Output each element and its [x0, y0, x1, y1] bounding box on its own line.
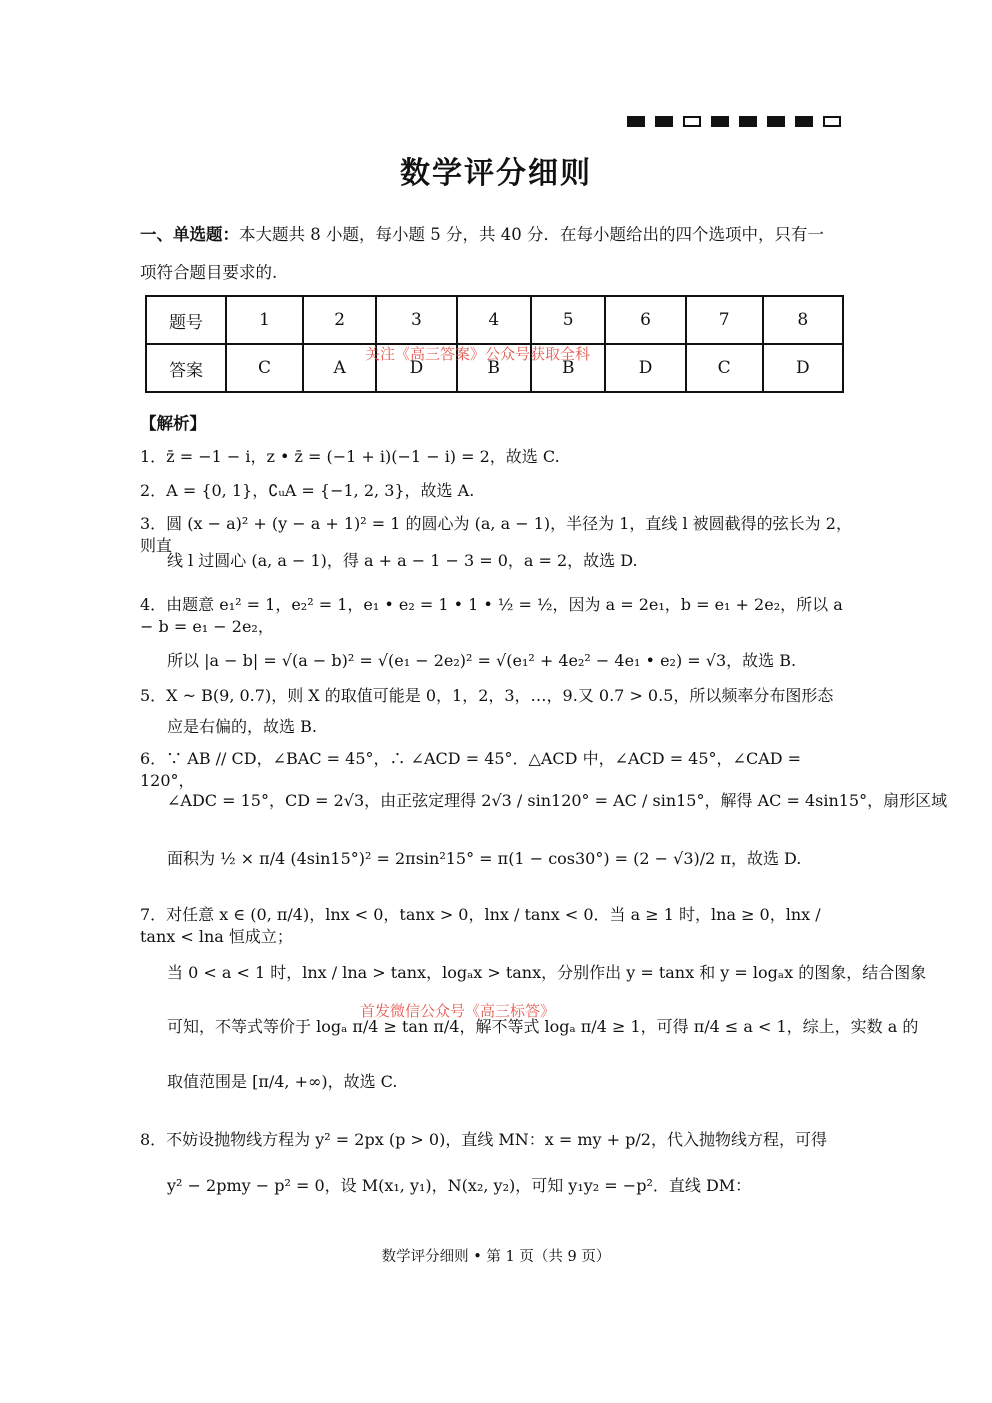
analysis-heading: 【解析】 — [140, 414, 206, 433]
table-cell: C — [226, 344, 303, 392]
solution-7-line-1: 7．对任意 x ∈ (0, π/4)，lnx < 0，tanx > 0，lnx / tanx < 0．当 a ≥ 1 时，lna ≥ 0，lnx / tanx < lna 恒成立； — [140, 905, 821, 946]
solution-4-line-1: 4．由题意 e₁² = 1，e₂² = 1，e₁ • e₂ = 1 • 1 • ½ = ½，因为 a = 2e₁，b = e₁ + 2e₂，所以 a − b = e₁ − 2e₂， — [140, 595, 843, 636]
solution-3-line-2: 线 l 过圆心 (a, a − 1)，得 a + a − 1 − 3 = 0，a = 2，故选 D. — [167, 551, 638, 570]
page-footer: 数学评分细则 • 第 1 页（共 9 页） — [381, 1249, 611, 1265]
table-cell: 2 — [303, 296, 376, 344]
table-cell: 3 — [376, 296, 456, 344]
mark-hollow — [683, 116, 701, 127]
page-title: 数学评分细则 — [400, 156, 592, 191]
solution-7-line-4: 取值范围是 [π/4, +∞)，故选 C. — [167, 1072, 398, 1091]
solution-5-line-1: 5．X ~ B(9, 0.7)，则 X 的取值可能是 0，1，2，3，…，9.又 0.7 > 0.5，所以频率分布图形态 — [140, 686, 834, 705]
solution-6-line-2: ∠ADC = 15°，CD = 2√3，由正弦定理得 2√3 / sin120° = AC / sin15°，解得 AC = 4sin15°，扇形区域 — [167, 791, 948, 810]
solution-4-line-2: 所以 |a − b| = √(a − b)² = √(e₁ − 2e₂)² = √(e₁² + 4e₂² − 4e₁ • e₂) = √3，故选 B. — [167, 651, 797, 670]
mark-filled — [795, 116, 813, 127]
mark-filled — [767, 116, 785, 127]
table-cell: D — [605, 344, 685, 392]
solution-2: 2．A = {0, 1}，∁ᵤA = {−1, 2, 3}，故选 A. — [140, 481, 475, 500]
row-label-answer: 答案 — [146, 344, 226, 392]
watermark-text: 首发微信公众号《高三标答》 — [360, 1002, 556, 1020]
table-cell: 5 — [531, 296, 605, 344]
table-cell: B — [531, 344, 605, 392]
mark-hollow — [823, 116, 841, 127]
watermark-text: 关注《高三答案》公众号获取全科 — [365, 345, 591, 363]
table-cell: D — [376, 344, 456, 392]
section-line-1: 本大题共 8 小题，每小题 5 分，共 40 分．在每小题给出的四个选项中，只有一 — [239, 225, 824, 244]
solution-7-line-3: 可知，不等式等价于 logₐ π/4 ≥ tan π/4，解不等式 logₐ π/4 ≥ 1，可得 π/4 ≤ a < 1，综上，实数 a 的 — [167, 1017, 919, 1036]
row-label-number: 题号 — [146, 296, 226, 344]
table-cell: 7 — [686, 296, 763, 344]
table-cell: 4 — [457, 296, 531, 344]
solution-8-line-2: y² − 2pmy − p² = 0，设 M(x₁, y₁)，N(x₂, y₂)，可知 y₁y₂ = −p²．直线 DM： — [167, 1176, 752, 1195]
mark-filled — [711, 116, 729, 127]
table-cell: 8 — [763, 296, 843, 344]
solution-6-line-1: 6．∵ AB // CD，∠BAC = 45°，∴ ∠ACD = 45°．△ACD 中，∠ACD = 45°，∠CAD = 120°， — [140, 749, 802, 790]
solution-6-line-3: 面积为 ½ × π/4 (4sin15°)² = 2πsin²15° = π(1 − cos30°) = (2 − √3)/2 π，故选 D. — [167, 849, 802, 868]
solution-3-line-1: 3．圆 (x − a)² + (y − a + 1)² = 1 的圆心为 (a, a − 1)，半径为 1，直线 l 被圆截得的弦长为 2，则直 — [140, 514, 852, 555]
mark-filled — [739, 116, 757, 127]
mark-filled — [627, 116, 645, 127]
table-cell: A — [303, 344, 376, 392]
table-cell: 6 — [605, 296, 685, 344]
section-label: 一、单选题： — [140, 225, 239, 244]
table-cell: B — [457, 344, 531, 392]
solution-7-line-2: 当 0 < a < 1 时，lnx / lna > tanx，logₐx > tanx，分别作出 y = tanx 和 y = logₐx 的图象，结合图象 — [167, 963, 927, 982]
solution-8-line-1: 8．不妨设抛物线方程为 y² = 2px (p > 0)，直线 MN：x = my + p/2，代入抛物线方程，可得 — [140, 1130, 827, 1149]
table-cell: D — [763, 344, 843, 392]
table-cell: 1 — [226, 296, 303, 344]
section-intro — [140, 216, 852, 292]
mark-filled — [655, 116, 673, 127]
header-marks — [627, 116, 841, 127]
solution-5-line-2: 应是右偏的，故选 B. — [167, 717, 317, 736]
section-line-2: 项符合题目要求的. — [140, 263, 278, 282]
table-cell: C — [686, 344, 763, 392]
solution-1: 1．z̄ = −1 − i，z • z̄ = (−1 + i)(−1 − i) = 2，故选 C. — [140, 447, 560, 466]
table-row — [146, 296, 843, 344]
